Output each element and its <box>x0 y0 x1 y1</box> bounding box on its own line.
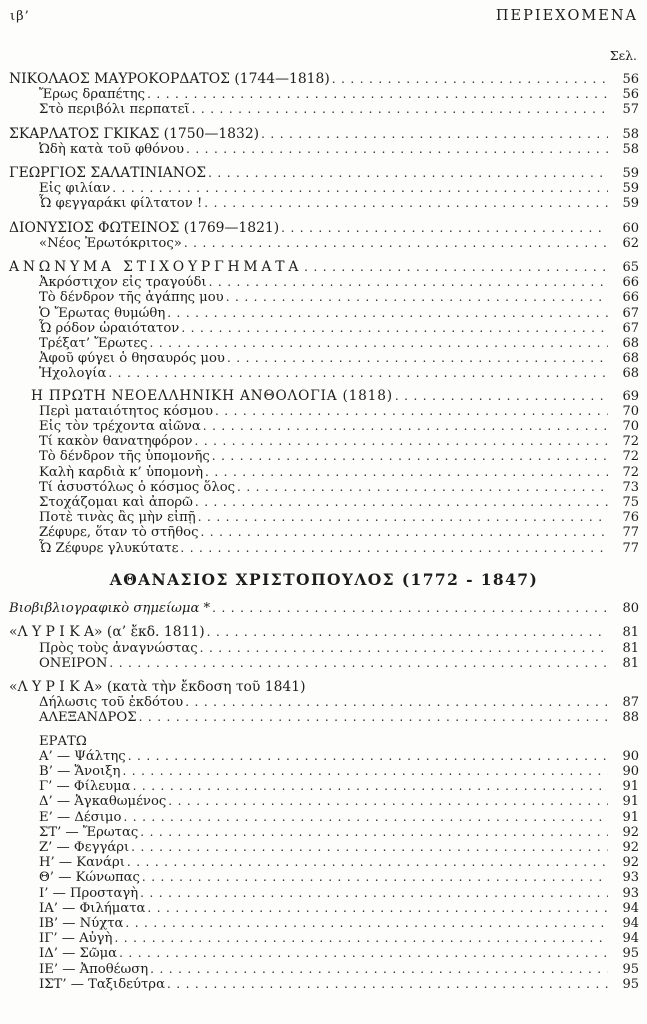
toc-entry <box>9 336 639 351</box>
entry-page-number: 62 <box>622 235 639 251</box>
entry-page-number: 73 <box>622 479 639 495</box>
entry-label: Τρέξατ’ Ἔρωτες <box>39 336 148 352</box>
entry-label: Πρὸς τοὺς ἀναγνώστας <box>39 640 198 656</box>
toc-entry <box>9 977 639 992</box>
entry-leader-dots <box>212 601 608 616</box>
page-column-header: Σελ. <box>609 48 637 63</box>
entry-page-number: 72 <box>622 464 639 480</box>
entry-page-number: 76 <box>622 510 639 526</box>
toc-entry <box>9 275 639 290</box>
toc-entry <box>9 931 639 946</box>
entry-label: Ζ’ — Φεγγάρι <box>39 839 130 855</box>
toc-entry <box>9 351 639 366</box>
entry-page-number: 94 <box>622 931 639 947</box>
entry-label: Βιοβιβλιογραφικὸ σημείωμα * <box>9 601 211 617</box>
entry-leader-dots <box>168 794 608 809</box>
toc-entry <box>9 166 639 181</box>
toc-entry <box>9 855 639 870</box>
entry-page-number: 88 <box>622 710 639 726</box>
entry-leader-dots <box>237 480 608 495</box>
toc-entry <box>9 734 639 749</box>
entry-label: «Λ Υ Ρ Ι Κ Α» (κατὰ τὴν ἔκδοση τοῦ 1841) <box>9 678 306 695</box>
entry-leader-dots <box>167 977 608 992</box>
toc-entry <box>9 480 639 495</box>
entry-leader-dots <box>112 181 608 196</box>
entry-leader-dots <box>226 290 608 305</box>
toc-entry <box>9 695 639 710</box>
toc-entry <box>9 236 639 251</box>
entry-label: Στοχάζομαι καὶ ἀπορῶ <box>39 495 193 511</box>
entry-page-number: 69 <box>622 388 639 404</box>
toc-entry <box>9 72 639 87</box>
toc-entry <box>9 541 639 556</box>
entry-leader-dots <box>261 127 608 142</box>
entry-leader-dots <box>395 389 608 404</box>
entry-page-number: 92 <box>622 855 639 871</box>
toc-entry <box>9 260 639 275</box>
entry-leader-dots <box>128 749 608 764</box>
entry-leader-dots <box>332 72 608 87</box>
entry-label: Ἀκρόστιχον εἰς τραγούδι <box>39 275 207 291</box>
toc-entry <box>9 290 639 305</box>
entry-label: Η ΠΡΩΤΗ ΝΕΟΕΛΛΗΝΙΚΗ ΑΝΘΟΛΟΓΙΑ (1818) <box>31 387 393 404</box>
page-header <box>9 8 639 24</box>
entry-label: ΙΒ’ — Νύχτα <box>39 915 124 931</box>
entry-page-number: 80 <box>622 601 639 617</box>
entry-label: ΙΓ’ — Αὐγὴ <box>39 931 113 947</box>
entry-label: ΑΝΩΝΥΜΑ ΣΤΙΧΟΥΡΓΗΜΑΤΑ <box>9 259 303 276</box>
toc-entry <box>9 825 639 840</box>
entry-page-number: 77 <box>622 540 639 556</box>
entry-page-number: 59 <box>622 166 639 182</box>
toc-entry <box>9 946 639 961</box>
entry-leader-dots <box>122 764 608 779</box>
entry-label: Ζέφυρε, ὅταν τὸ στῆθος <box>39 525 199 541</box>
toc-entry <box>9 962 639 977</box>
entry-label: ΣΚΑΡΛΑΤΟΣ ΓΚΙΚΑΣ (1750—1832) <box>9 125 260 142</box>
entry-leader-dots <box>109 656 608 671</box>
entry-page-number: 91 <box>622 809 639 825</box>
entry-label: Ὦ φεγγαράκι φίλτατον ! <box>39 196 203 212</box>
entry-page-number: 67 <box>622 320 639 336</box>
entry-leader-dots <box>212 449 608 464</box>
entry-page-number: 56 <box>622 72 639 87</box>
toc-entry <box>9 525 639 540</box>
entry-label: Εἰς φιλίαν <box>39 181 111 197</box>
entry-leader-dots <box>200 525 608 540</box>
entry-page-number: 90 <box>622 748 639 764</box>
entry-page-number: 58 <box>622 141 639 157</box>
entry-leader-dots <box>127 855 608 870</box>
entry-label: Α’ — Ψάλτης <box>39 748 126 764</box>
entry-page-number: 87 <box>622 695 639 711</box>
entry-leader-dots <box>204 196 608 211</box>
entry-page-number: 94 <box>622 900 639 916</box>
toc-entry <box>9 449 639 464</box>
entry-page-number: 81 <box>622 625 639 641</box>
entry-label: Ε’ — Δέσιμο <box>39 809 122 825</box>
entry-label: ΙΣΤ’ — Ταξιδεύτρα <box>39 976 165 992</box>
entry-leader-dots <box>131 840 608 855</box>
entry-leader-dots <box>142 870 608 885</box>
entry-page-number: 95 <box>622 976 639 992</box>
entry-leader-dots <box>140 886 608 901</box>
entry-page-number: 77 <box>622 525 639 541</box>
entry-page-number: 91 <box>622 779 639 795</box>
entry-leader-dots <box>181 321 608 336</box>
entry-leader-dots <box>180 541 608 556</box>
entry-page-number: 91 <box>622 794 639 810</box>
toc-entry <box>9 601 639 616</box>
entry-label: Ἀφοῦ φύγει ὁ θησαυρός μου <box>39 351 225 367</box>
entry-leader-dots <box>205 465 608 480</box>
entry-page-number: 93 <box>622 870 639 886</box>
entry-leader-dots <box>209 275 608 290</box>
toc-entry <box>9 389 639 404</box>
toc-entry <box>9 102 639 117</box>
entry-label: Ι’ — Προσταγὴ <box>39 885 139 901</box>
toc-entry <box>9 779 639 794</box>
entry-label: ΟΝΕΙΡΟΝ <box>39 655 108 671</box>
toc-entry <box>9 710 639 725</box>
entry-label: Ὠδὴ κατὰ τοῦ φθόνου <box>39 141 185 157</box>
entry-leader-dots <box>119 946 608 961</box>
entry-label: ΓΕΩΡΓΙΟΣ ΣΑΛΑΤΙΝΙΑΝΟΣ <box>9 165 207 182</box>
entry-label: Εἰς τὸν τρέχοντα αἰῶνα <box>39 419 201 435</box>
entry-leader-dots <box>203 419 608 434</box>
entry-leader-dots <box>185 695 608 710</box>
page-title: ΠΕΡΙΕΧΟΜΕΝΑ <box>495 8 638 24</box>
toc-entry <box>9 510 639 525</box>
toc-entry <box>9 916 639 931</box>
entry-leader-dots <box>123 810 608 825</box>
entry-page-number: 67 <box>622 305 639 321</box>
entry-label: Ἠχολογία <box>39 366 107 382</box>
toc-entry <box>9 419 639 434</box>
toc-entry <box>9 870 639 885</box>
entry-leader-dots <box>150 962 608 977</box>
entry-page-number: 68 <box>622 336 639 352</box>
toc-entry <box>9 901 639 916</box>
toc-entry <box>9 306 639 321</box>
entry-label: Γ’ — Φίλευμα <box>39 779 131 795</box>
entry-label: Ὁ Ἔρωτας θυμώθη <box>39 305 166 321</box>
entry-leader-dots <box>150 336 608 351</box>
entry-page-number: 72 <box>622 449 639 465</box>
entry-leader-dots <box>147 901 608 916</box>
toc-entry <box>9 181 639 196</box>
entry-label: Ὦ Ζέφυρε γλυκύτατε <box>39 540 179 556</box>
entry-leader-dots <box>140 825 608 840</box>
entry-label: ΑΛΕΞΑΝΔΡΟΣ <box>39 710 137 726</box>
entry-page-number: 59 <box>622 196 639 212</box>
entry-page-number: 70 <box>622 419 639 435</box>
toc-entry <box>9 794 639 809</box>
entry-leader-dots <box>114 931 608 946</box>
entry-label: ΕΡΑΤΩ <box>39 733 87 749</box>
entry-page-number: 59 <box>622 181 639 197</box>
toc-entry <box>9 886 639 901</box>
entry-leader-dots <box>125 916 608 931</box>
entry-label: Η’ — Κανάρι <box>39 855 125 871</box>
entry-leader-dots <box>133 779 608 794</box>
entry-page-number: 72 <box>622 434 639 450</box>
entry-page-number: 60 <box>622 220 639 236</box>
entry-page-number: 70 <box>622 403 639 419</box>
entry-leader-dots <box>304 260 608 275</box>
entry-label: ΙΕ’ — Ἀποθέωση <box>39 961 149 977</box>
entry-label: Στὸ περιβόλι περπατεῖ <box>39 102 190 118</box>
toc-entry <box>9 641 639 656</box>
entry-label: Τί κακὸν θανατηφόρον <box>39 434 193 450</box>
toc-entry <box>9 625 639 640</box>
toc-entry <box>9 465 639 480</box>
toc-entry <box>9 434 639 449</box>
entry-label: «Νέος Ἐρωτόκριτος» <box>39 235 182 251</box>
entry-leader-dots <box>195 495 608 510</box>
entry-label: Β’ — Ἄνοιξη <box>39 763 121 779</box>
entry-leader-dots <box>139 710 608 725</box>
toc-entry <box>9 810 639 825</box>
entry-label: «Λ Υ Ρ Ι Κ Α» (α’ ἔκδ. 1811) <box>9 624 205 641</box>
entry-page-number: 93 <box>622 885 639 901</box>
entry-label: ΝΙΚΟΛΑΟΣ ΜΑΥΡΟΚΟΡΔΑΤΟΣ (1744—1818) <box>9 71 330 87</box>
toc-entry <box>9 764 639 779</box>
toc-entry <box>9 221 639 236</box>
toc-entry <box>9 87 639 102</box>
entry-label: ΙΑ’ — Φιλήματα <box>39 900 146 916</box>
entry-page-number: 94 <box>622 915 639 931</box>
entry-page-number: 68 <box>622 351 639 367</box>
entry-leader-dots <box>200 641 608 656</box>
entry-label: Θ’ — Κώνωπας <box>39 870 140 886</box>
toc-list <box>9 72 639 992</box>
entry-leader-dots <box>186 142 608 157</box>
entry-leader-dots <box>184 236 608 251</box>
entry-label: ΑΘΑΝΑΣΙΟΣ ΧΡΙΣΤΟΠΟΥΛΟΣ (1772 - 1847) <box>109 569 539 589</box>
entry-leader-dots <box>207 625 608 640</box>
entry-label: Δήλωσις τοῦ ἐκδότου <box>39 695 184 711</box>
entry-page-number: 56 <box>622 87 639 103</box>
entry-label: Περὶ ματαιότητος κόσμου <box>39 403 213 419</box>
entry-label: Ποτὲ τινὰς ἂς μὴν εἰπῇ <box>39 510 196 526</box>
entry-leader-dots <box>208 166 608 181</box>
entry-leader-dots <box>215 404 608 419</box>
entry-label: Καλὴ καρδιὰ κ’ ὑπομονὴ <box>39 464 203 480</box>
entry-leader-dots <box>108 366 608 381</box>
entry-label: Τί ἀσυστόλως ὁ κόσμος ὅλος <box>39 479 236 495</box>
entry-label: Τὸ δένδρον τῆς ὑπομονῆς <box>39 449 210 465</box>
entry-page-number: 66 <box>622 275 639 291</box>
toc-entry <box>9 569 639 589</box>
toc-entry <box>9 142 639 157</box>
entry-leader-dots <box>167 306 608 321</box>
entry-page-number: 81 <box>622 640 639 656</box>
entry-label: ΔΙΟΝΥΣΙΟΣ ΦΩΤΕΙΝΟΣ (1769—1821) <box>9 219 280 236</box>
entry-page-number: 90 <box>622 763 639 779</box>
entry-leader-dots <box>147 87 608 102</box>
entry-page-number: 92 <box>622 824 639 840</box>
entry-label: Ὦ ρόδον ὡραιότατον <box>39 320 180 336</box>
entry-leader-dots <box>281 221 608 236</box>
entry-page-number: 57 <box>622 102 639 118</box>
entry-label: ΙΔ’ — Σῶμα <box>39 946 118 962</box>
toc-entry <box>9 680 639 695</box>
entry-leader-dots <box>192 102 608 117</box>
entry-page-number: 65 <box>622 260 639 276</box>
entry-leader-dots <box>195 434 608 449</box>
toc-entry <box>9 404 639 419</box>
toc-entry <box>9 321 639 336</box>
entry-label: Ἔρως δραπέτης <box>39 87 146 103</box>
folio-number: ιβ’ <box>10 9 30 24</box>
toc-entry <box>9 495 639 510</box>
entry-label: Τὸ δένδρον τῆς ἀγάπης μου <box>39 290 224 306</box>
entry-leader-dots <box>198 510 608 525</box>
entry-page-number: 66 <box>622 290 639 306</box>
toc-entry <box>9 196 639 211</box>
entry-page-number: 58 <box>622 126 639 142</box>
toc-entry <box>9 840 639 855</box>
toc-entry <box>9 127 639 142</box>
entry-page-number: 92 <box>622 839 639 855</box>
entry-label: ΣΤ’ — Ἔρωτας <box>39 824 139 840</box>
entry-page-number: 81 <box>622 655 639 671</box>
entry-page-number: 68 <box>622 366 639 382</box>
toc-entry <box>9 749 639 764</box>
entry-label: Δ’ — Ἀγκαθωμένος <box>39 794 167 810</box>
entry-page-number: 95 <box>622 946 639 962</box>
entry-page-number: 95 <box>622 961 639 977</box>
toc-entry <box>9 366 639 381</box>
entry-page-number: 75 <box>622 495 639 511</box>
entry-leader-dots <box>227 351 608 366</box>
toc-entry <box>9 656 639 671</box>
